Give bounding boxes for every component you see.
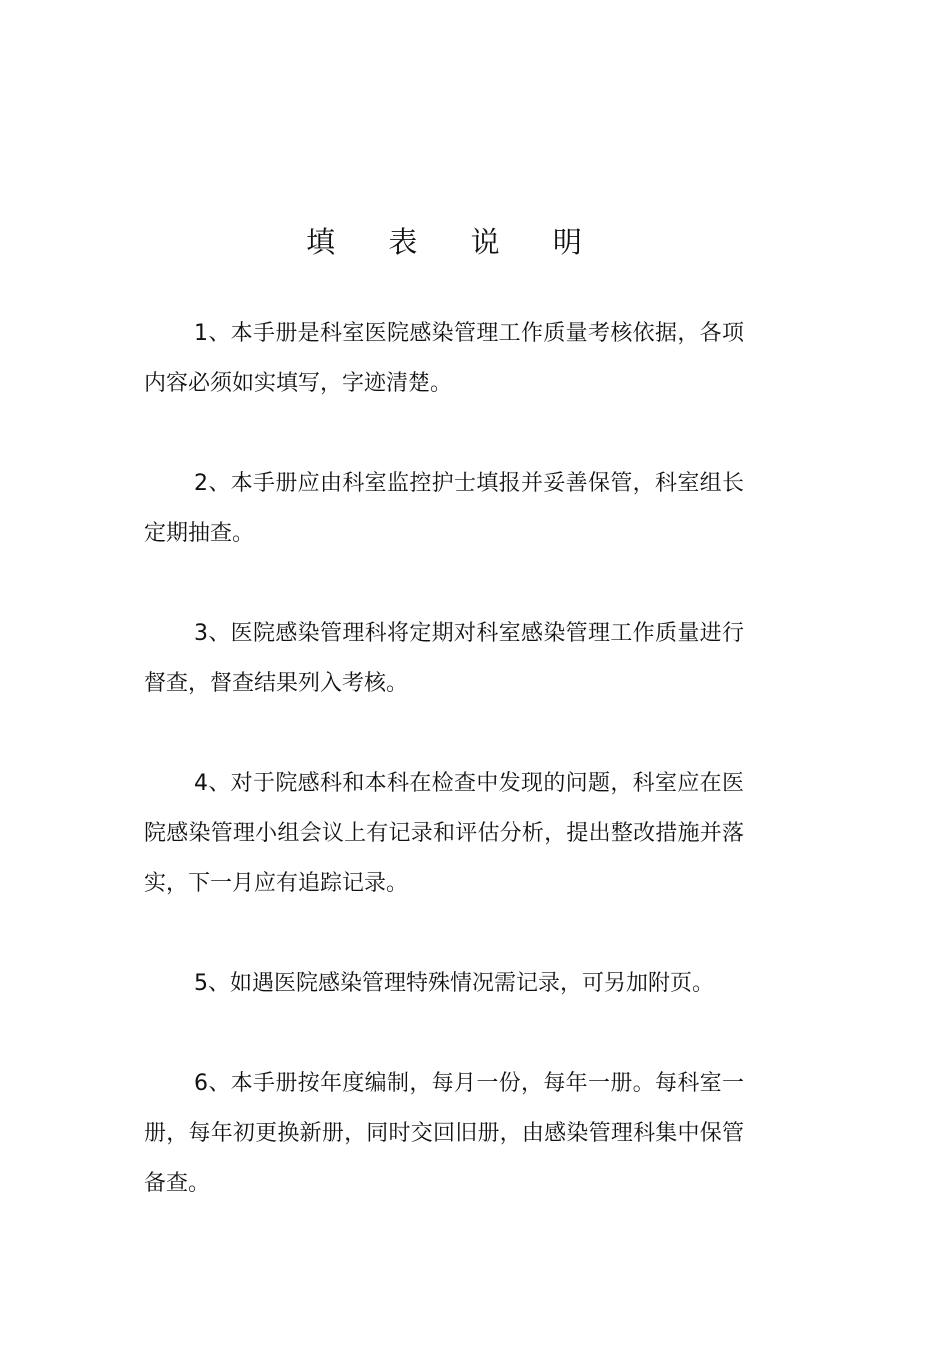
page-title: 填 表 说 明 xyxy=(306,225,604,259)
instruction-item-6: 6、本手册按年度编制，每月一份，每年一册。每科室一册，每年初更换新册，同时交回旧册，由感染管理科集中保管备查。 xyxy=(144,1071,744,1196)
instruction-item-2: 2、本手册应由科室监控护士填报并妥善保管，科室组长定期抽查。 xyxy=(144,471,744,546)
instruction-item-5: 5、如遇医院感染管理特殊情况需记录，可另加附页。 xyxy=(194,971,714,996)
instruction-item-3: 3、医院感染管理科将定期对科室感染管理工作质量进行督查，督查结果列入考核。 xyxy=(144,621,744,696)
instruction-item-1: 1、本手册是科室医院感染管理工作质量考核依据，各项内容必须如实填写，字迹清楚。 xyxy=(144,321,744,396)
instruction-item-4: 4、对于院感科和本科在检查中发现的问题，科室应在医院感染管理小组会议上有记录和评估分析，提出整改措施并落实，下一月应有追踪记录。 xyxy=(144,771,744,896)
